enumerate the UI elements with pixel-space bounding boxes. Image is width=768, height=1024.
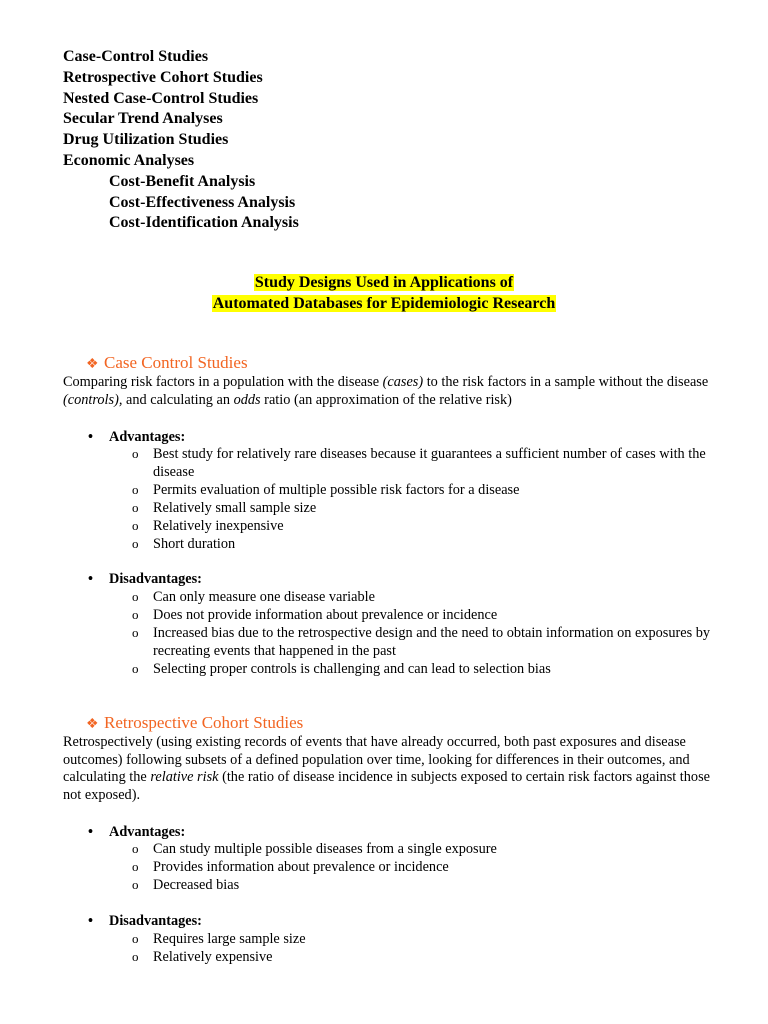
list-item-text: Permits evaluation of multiple possible risk factors for a disease [153, 482, 520, 498]
disadvantages-heading [88, 912, 202, 930]
study-type-item: Economic Analyses [63, 151, 195, 169]
list-item [132, 876, 732, 894]
advantages-label: Advantages: [109, 429, 186, 445]
list-item [132, 624, 732, 660]
desc-text: to the risk factors in a sample without the disease [423, 374, 709, 390]
list-item-text: Relatively small sample size [153, 500, 317, 516]
desc-text: and calculating an [122, 391, 234, 408]
circle-bullet-icon: o [132, 482, 139, 497]
circle-bullet-icon: o [132, 661, 139, 676]
circle-bullet-icon: o [132, 500, 139, 515]
list-item [132, 948, 732, 966]
case-control-description [63, 374, 713, 409]
economic-analysis-subitem: Cost-Benefit Analysis [109, 172, 256, 190]
list-item-text: Requires large sample size [153, 931, 306, 947]
circle-bullet-icon: o [132, 841, 139, 856]
bullet-icon: • [88, 824, 94, 840]
document-heading [0, 272, 768, 314]
list-item [132, 858, 732, 876]
list-item-text: Can study multiple possible diseases from a single exposure [153, 841, 497, 857]
list-item [132, 606, 732, 624]
circle-bullet-icon: o [132, 931, 139, 946]
disadvantages-label: Disadvantages: [109, 913, 202, 929]
list-item [132, 660, 732, 678]
desc-controls: (controls), [63, 391, 123, 408]
desc-text: (the ratio of disease incidence in subjects exposed to certain risk factors against those not exposed). [63, 769, 710, 803]
circle-bullet-icon: o [132, 877, 139, 892]
section-title-text: Case Control Studies [104, 353, 248, 372]
list-item-text: Provides information about prevalence or incidence [153, 859, 449, 875]
advantages-label: Advantages: [109, 824, 186, 840]
bullet-icon: • [88, 429, 94, 445]
desc-odds: odds [233, 391, 261, 408]
section-title-case-control [86, 352, 248, 376]
list-item-text: Selecting proper controls is challenging and can lead to selection bias [153, 661, 551, 677]
heading-line-1: Study Designs Used in Applications of [254, 274, 514, 291]
desc-cases: (cases) [382, 374, 424, 390]
list-item [132, 517, 732, 535]
economic-analysis-subitem: Cost-Effectiveness Analysis [109, 193, 296, 211]
retrospective-cohort-advantages-list [132, 840, 732, 894]
case-control-disadvantages-list [132, 588, 732, 678]
circle-bullet-icon: o [132, 859, 139, 874]
list-item [132, 445, 732, 481]
diamond-bullet-icon: ❖ [86, 357, 99, 372]
case-control-advantages-list [132, 445, 732, 553]
desc-text: ratio (an approximation of the relative risk) [260, 391, 512, 408]
list-item-text: Increased bias due to the retrospective design and the need to obtain information on exposures by recreating events that happened in the past [153, 625, 711, 659]
study-type-item: Drug Utilization Studies [63, 131, 229, 149]
heading-line-2: Automated Databases for Epidemiologic Research [212, 295, 556, 312]
advantages-heading [88, 823, 185, 841]
bullet-icon: • [88, 913, 94, 929]
circle-bullet-icon: o [132, 607, 139, 622]
advantages-heading [88, 428, 185, 446]
bullet-icon: • [88, 571, 94, 587]
list-item [132, 499, 732, 517]
list-item [132, 840, 732, 858]
list-item-text: Relatively expensive [153, 949, 273, 965]
list-item-text: Short duration [153, 536, 236, 552]
list-item-text: Can only measure one disease variable [153, 589, 375, 605]
desc-text: Retrospectively (using existing records of events that have already occurred, both past exposures and disease outcomes) following subsets of a defined population over time, looking for differences in their outcomes, and calculating the [63, 734, 690, 786]
list-item-text: Relatively inexpensive [153, 518, 284, 534]
retrospective-cohort-disadvantages-list [132, 930, 732, 966]
desc-relative-risk: relative risk [150, 769, 219, 786]
disadvantages-label: Disadvantages: [109, 571, 202, 587]
list-item-text: Best study for relatively rare diseases because it guarantees a sufficient number of cases with the disease [153, 446, 706, 480]
circle-bullet-icon: o [132, 518, 139, 533]
diamond-bullet-icon: ❖ [86, 717, 99, 732]
study-type-item: Retrospective Cohort Studies [63, 68, 263, 86]
list-item [132, 588, 732, 606]
study-type-item: Case-Control Studies [63, 48, 209, 65]
circle-bullet-icon: o [132, 589, 139, 604]
circle-bullet-icon: o [132, 625, 139, 640]
study-type-item: Nested Case-Control Studies [63, 89, 259, 107]
section-title-retrospective-cohort [86, 712, 303, 736]
desc-text: Comparing risk factors in a population with the disease [63, 374, 383, 390]
economic-analysis-subitem: Cost-Identification Analysis [109, 214, 299, 232]
study-type-item: Secular Trend Analyses [63, 110, 223, 128]
disadvantages-heading [88, 570, 202, 588]
list-item [132, 481, 732, 499]
study-types-list [63, 47, 299, 234]
list-item-text: Decreased bias [153, 877, 240, 893]
section-title-text: Retrospective Cohort Studies [104, 713, 304, 732]
list-item [132, 535, 732, 553]
retrospective-cohort-description [63, 734, 713, 804]
circle-bullet-icon: o [132, 536, 139, 551]
list-item-text: Does not provide information about prevalence or incidence [153, 607, 498, 623]
circle-bullet-icon: o [132, 949, 139, 964]
circle-bullet-icon: o [132, 446, 139, 461]
list-item [132, 930, 732, 948]
